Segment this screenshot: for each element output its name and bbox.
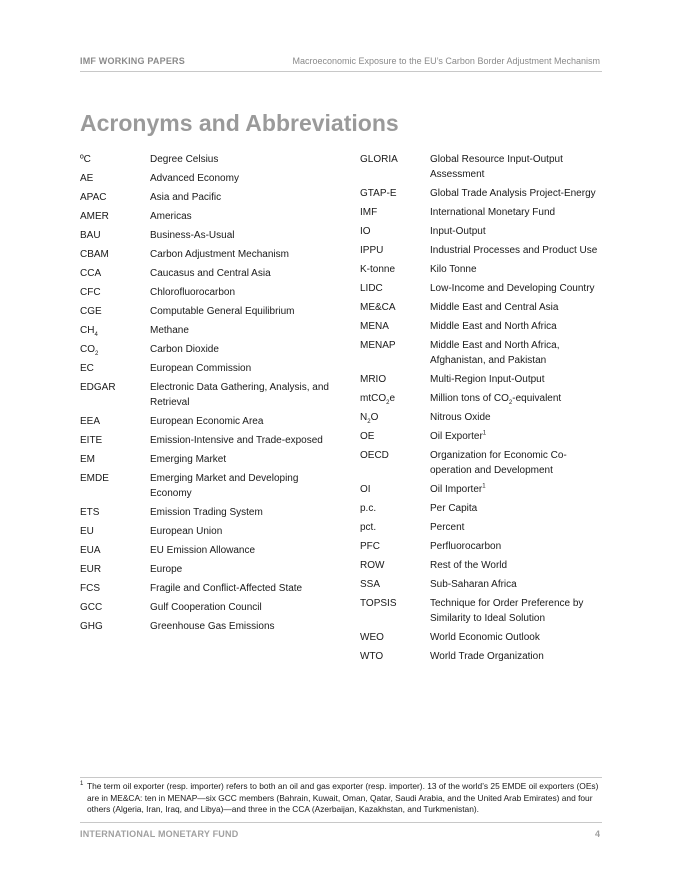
acronym-definition xyxy=(430,596,600,626)
definition-text: Industrial Processes and Product Use xyxy=(430,245,598,256)
acronym: EMDE xyxy=(80,473,109,484)
acronym: $CH_4$ xyxy=(80,325,98,338)
acronym-entry xyxy=(360,338,600,368)
acronym-definition xyxy=(150,342,330,357)
acronym-entry xyxy=(80,342,330,357)
acronym-entry xyxy=(80,452,330,467)
definition-text: Advanced Economy xyxy=(150,173,239,184)
definition-text: Greenhouse Gas Emissions xyxy=(150,621,275,632)
acronym: CBAM xyxy=(80,249,109,260)
definition-text: Rest of the World xyxy=(430,560,508,571)
header-series-title: IMF WORKING PAPERS xyxy=(80,56,185,66)
acronym-definition xyxy=(150,190,330,205)
acronym-definition xyxy=(430,391,600,406)
acronym-definition xyxy=(150,228,330,243)
acronym-definition xyxy=(150,414,330,429)
acronym: IMF xyxy=(360,207,378,218)
acronym: LIDC xyxy=(360,283,383,294)
acronym-definition xyxy=(150,581,330,596)
acronym-definition xyxy=(150,380,330,410)
acronym: EC xyxy=(80,363,94,374)
acronym-definition xyxy=(150,471,330,501)
acronym-entry xyxy=(360,649,600,664)
acronym: GCC xyxy=(80,602,103,613)
acronym-entry xyxy=(360,391,600,406)
acronym-entry xyxy=(360,205,600,220)
acronym-entry xyxy=(360,300,600,315)
acronym: WEO xyxy=(360,632,384,643)
acronym: MENA xyxy=(360,321,389,332)
acronym: BAU xyxy=(80,230,101,241)
acronym-entry xyxy=(80,209,330,224)
acronym: OECD xyxy=(360,450,389,461)
acronym-entry xyxy=(80,247,330,262)
definition-text: Asia and Pacific xyxy=(150,192,222,203)
acronym-definition xyxy=(430,372,600,387)
definition-text: Fragile and Conflict-Affected State xyxy=(150,583,303,594)
acronym-definition xyxy=(150,152,330,167)
acronym-definition xyxy=(150,562,330,577)
acronym-definition xyxy=(150,524,330,539)
acronym-definition xyxy=(430,224,600,239)
footnote xyxy=(80,781,602,816)
definition-text: Europe xyxy=(150,564,183,575)
acronym-entry xyxy=(80,266,330,281)
acronym-entry xyxy=(80,304,330,319)
acronym-entry xyxy=(360,372,600,387)
acronym-definition xyxy=(150,433,330,448)
definition-text: Kilo Tonne xyxy=(430,264,477,275)
acronym-entry xyxy=(80,152,330,167)
acronym-entry xyxy=(360,243,600,258)
definition-text: Technique for Order Preference by Similarity to Ideal Solution xyxy=(430,598,584,624)
acronym-entry xyxy=(360,596,600,626)
definition-text: Nitrous Oxide xyxy=(430,412,491,423)
definition-text: Degree Celsius xyxy=(150,154,219,165)
acronym: EDGAR xyxy=(80,382,116,393)
acronym-definition xyxy=(150,323,330,338)
acronym: TOPSIS xyxy=(360,598,397,609)
definition-text: Carbon Dioxide xyxy=(150,344,219,355)
acronym-entry xyxy=(80,380,330,410)
acronym-definition xyxy=(430,429,600,444)
definition-text: Million tons of $CO_2$-equivalent xyxy=(430,393,562,406)
acronym: WTO xyxy=(360,651,384,662)
definition-text: Gulf Cooperation Council xyxy=(150,602,262,613)
acronym-definition xyxy=(430,539,600,554)
acronym-entry xyxy=(360,224,600,239)
acronym: MENAP xyxy=(360,340,396,351)
acronym-definition xyxy=(430,243,600,258)
definition-text: Computable General Equilibrium xyxy=(150,306,295,317)
header-paper-title: Macroeconomic Exposure to the EU’s Carbon Border Adjustment Mechanism xyxy=(292,56,600,66)
page-number: 4 xyxy=(594,829,600,839)
acronym: IPPU xyxy=(360,245,384,256)
acronym-definition xyxy=(150,361,330,376)
acronym-definition xyxy=(430,558,600,573)
acronym-entry xyxy=(360,152,600,182)
acronym-entry xyxy=(80,505,330,520)
definition-text: Caucasus and Central Asia xyxy=(150,268,271,279)
acronym-definition xyxy=(430,448,600,478)
acronym-entry xyxy=(360,281,600,296)
acronym-definition xyxy=(150,171,330,186)
acronym: ROW xyxy=(360,560,385,571)
acronym-definition xyxy=(430,649,600,664)
footnote-mark: 1 xyxy=(80,781,84,787)
definition-text: Multi-Region Input-Output xyxy=(430,374,545,385)
acronym-entry xyxy=(80,524,330,539)
acronym: GHG xyxy=(80,621,103,632)
acronym: SSA xyxy=(360,579,381,590)
acronym-definition xyxy=(430,152,600,182)
definition-text: Carbon Adjustment Mechanism xyxy=(150,249,289,260)
acronym-entry xyxy=(80,543,330,558)
definition-text: Low-Income and Developing Country xyxy=(430,283,595,294)
acronym: OI xyxy=(360,484,371,495)
acronym-entry xyxy=(360,319,600,334)
acronym-entry xyxy=(80,471,330,501)
running-header xyxy=(80,56,600,70)
footnote-text: The term oil exporter (resp. importer) refers to both an oil and gas exporter (resp. importer). 13 of the world’s 25 EMDE oil exporters (OEs) are in ME&CA: ten in MENAP—six GCC members (Bahrain, Kuwait, Oman, Qatar, Saudi Arabia, and the United Arab Emirates) and four others (Algeria, Iran, Iraq, and Libya)—and three in the CCA (Azerbaijan, Kazakhstan, and Turkmenistan). xyxy=(87,781,599,814)
definition-text: World Economic Outlook xyxy=(430,632,540,643)
definition-text: Middle East and North Africa xyxy=(430,321,557,332)
acronym: pct. xyxy=(360,522,377,533)
acronym: CFC xyxy=(80,287,101,298)
definition-text: Emerging Market and Developing Economy xyxy=(150,473,299,499)
acronym-entry xyxy=(80,190,330,205)
acronym-entry xyxy=(360,410,600,425)
acronym-entry xyxy=(80,228,330,243)
acronym-entry xyxy=(360,539,600,554)
acronym: PFC xyxy=(360,541,380,552)
acronym-entry xyxy=(80,414,330,429)
acronym: EUR xyxy=(80,564,102,575)
acronym: FCS xyxy=(80,583,100,594)
definition-text: Methane xyxy=(150,325,189,336)
definition-text: Middle East and Central Asia xyxy=(430,302,559,313)
definition-text: World Trade Organization xyxy=(430,651,544,662)
acronym: ºC xyxy=(80,154,91,165)
definition-text: European Union xyxy=(150,526,223,537)
acronym: CCA xyxy=(80,268,102,279)
acronym: ME&CA xyxy=(360,302,396,313)
acronym: K-tonne xyxy=(360,264,396,275)
acronym-definition xyxy=(430,410,600,425)
acronym-entry xyxy=(360,577,600,592)
definition-text: Chlorofluorocarbon xyxy=(150,287,236,298)
definition-text: Electronic Data Gathering, Analysis, and Retrieval xyxy=(150,382,329,408)
definition-text: Perfluorocarbon xyxy=(430,541,502,552)
acronym-entry xyxy=(80,619,330,634)
footer-org: INTERNATIONAL MONETARY FUND xyxy=(80,829,239,839)
definition-text: Americas xyxy=(150,211,192,222)
definition-text: Business-As-Usual xyxy=(150,230,235,241)
acronym-definition xyxy=(430,262,600,277)
definition-text: Percent xyxy=(430,522,465,533)
definition-text: European Economic Area xyxy=(150,416,264,427)
acronym-entry xyxy=(80,361,330,376)
acronym: AE xyxy=(80,173,94,184)
definition-text: Global Resource Input-Output Assessment xyxy=(430,154,563,180)
header-divider xyxy=(80,71,602,72)
definition-text: EU Emission Allowance xyxy=(150,545,256,556)
acronym-definition xyxy=(430,577,600,592)
acronym-entry xyxy=(80,581,330,596)
acronym-definition xyxy=(430,482,600,497)
acronym-definition xyxy=(430,281,600,296)
footnote-reference[interactable]: 1 xyxy=(482,430,487,437)
acronym-definition xyxy=(150,266,330,281)
acronym-definition xyxy=(150,285,330,300)
acronym-definition xyxy=(430,205,600,220)
acronym: GLORIA xyxy=(360,154,398,165)
acronym-entry xyxy=(360,448,600,478)
acronym: EM xyxy=(80,454,95,465)
definition-text: Oil Importer xyxy=(430,484,483,495)
acronym-entry xyxy=(80,285,330,300)
acronym-entry xyxy=(360,630,600,645)
acronym: ETS xyxy=(80,507,100,518)
definition-text: Global Trade Analysis Project-Energy xyxy=(430,188,596,199)
footnote-divider xyxy=(80,777,602,778)
definition-text: Oil Exporter xyxy=(430,431,483,442)
acronym-entry xyxy=(360,501,600,516)
acronym: APAC xyxy=(80,192,107,203)
definition-text: Input-Output xyxy=(430,226,486,237)
definition-text: Per Capita xyxy=(430,503,478,514)
acronym: mtCO$_2$e xyxy=(360,393,396,406)
acronym: p.c. xyxy=(360,503,377,514)
acronym-definition xyxy=(430,501,600,516)
definition-text: Emerging Market xyxy=(150,454,227,465)
acronym-list-left xyxy=(80,152,330,638)
acronym-definition xyxy=(430,520,600,535)
acronym: EEA xyxy=(80,416,101,427)
definition-text: Emission-Intensive and Trade-exposed xyxy=(150,435,323,446)
acronym: $N_2O$ xyxy=(360,412,379,425)
acronym-definition xyxy=(150,247,330,262)
acronym: EITE xyxy=(80,435,103,446)
acronym-definition xyxy=(430,319,600,334)
definition-text: International Monetary Fund xyxy=(430,207,556,218)
acronym-definition xyxy=(150,600,330,615)
acronym-definition xyxy=(150,304,330,319)
acronym-definition xyxy=(150,505,330,520)
acronym-entry xyxy=(80,600,330,615)
acronym-definition xyxy=(430,186,600,201)
acronym-entry xyxy=(80,171,330,186)
definition-text: Organization for Economic Co-operation and Development xyxy=(430,450,567,476)
acronym-entry xyxy=(360,186,600,201)
acronym: EU xyxy=(80,526,94,537)
acronym-entry xyxy=(80,323,330,338)
acronym-definition xyxy=(150,543,330,558)
acronym-definition xyxy=(430,338,600,368)
acronym-definition xyxy=(150,209,330,224)
acronym-definition xyxy=(150,619,330,634)
acronym-list-right xyxy=(360,152,600,668)
acronym-definition xyxy=(430,300,600,315)
acronym-definition xyxy=(150,452,330,467)
footnote-reference[interactable]: 1 xyxy=(482,483,486,490)
acronym-entry xyxy=(360,558,600,573)
acronym-entry xyxy=(360,429,600,444)
acronym: $CO_2$ xyxy=(80,344,99,357)
acronym: MRIO xyxy=(360,374,387,385)
acronym: CGE xyxy=(80,306,102,317)
definition-text: Sub-Saharan Africa xyxy=(430,579,517,590)
page-title: Acronyms and Abbreviations xyxy=(80,110,399,136)
acronym: OE xyxy=(360,431,375,442)
definition-text: European Commission xyxy=(150,363,252,374)
acronym: IO xyxy=(360,226,371,237)
definition-text: Middle East and North Africa, Afghanistan, and Pakistan xyxy=(430,340,560,366)
acronym-entry xyxy=(360,262,600,277)
acronym-entry xyxy=(80,433,330,448)
acronym: EUA xyxy=(80,545,101,556)
acronym-definition xyxy=(430,630,600,645)
acronym: GTAP-E xyxy=(360,188,397,199)
acronym-entry xyxy=(360,482,600,497)
footer-divider xyxy=(80,822,602,823)
acronym-entry xyxy=(80,562,330,577)
acronym: AMER xyxy=(80,211,109,222)
acronym-entry xyxy=(360,520,600,535)
definition-text: Emission Trading System xyxy=(150,507,263,518)
